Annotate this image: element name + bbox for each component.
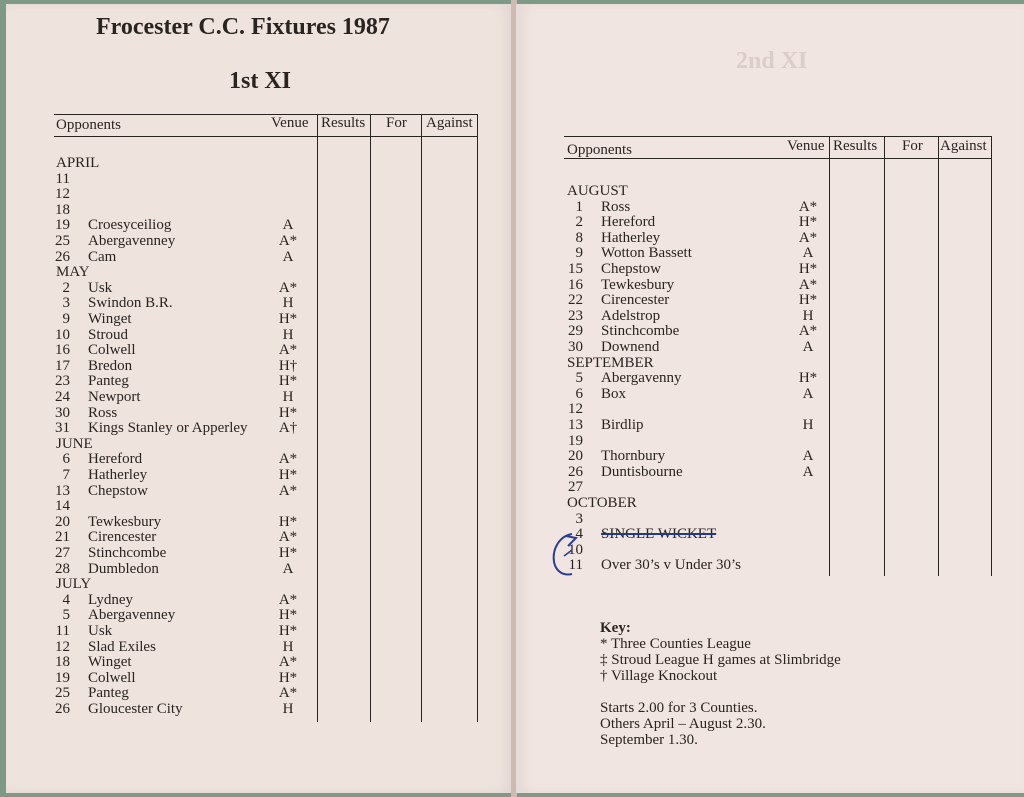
fixture-row: [6, 217, 476, 233]
fixture-opponent: Box: [601, 385, 627, 402]
fixture-row: [516, 370, 986, 386]
fixture-venue: H*: [278, 311, 298, 327]
fixture-opponent: Hatherley: [601, 229, 661, 246]
fixture-venue: H*: [798, 214, 818, 231]
month-heading: [6, 576, 476, 592]
fixture-row: [516, 526, 986, 542]
month-heading: [6, 436, 476, 452]
fixture-row: [6, 545, 476, 561]
fixture-venue: H: [282, 389, 294, 405]
fixture-row: [6, 498, 476, 514]
left-page: [6, 4, 514, 793]
fixture-venue: H*: [278, 607, 298, 624]
fixture-date: 14: [55, 498, 70, 515]
fixture-venue: A*: [798, 198, 818, 215]
fixture-row: [516, 199, 986, 215]
fixture-date: 19: [55, 217, 70, 234]
fixture-date: 8: [575, 229, 583, 246]
month-heading: [516, 183, 986, 199]
month-heading: [516, 355, 986, 371]
fixture-row: [6, 249, 476, 265]
month-label: AUGUST: [567, 183, 628, 199]
fixture-venue: A†: [278, 420, 298, 437]
fixture-row: [6, 311, 476, 327]
fixture-date: 13: [55, 482, 70, 499]
fixture-venue: A*: [278, 342, 298, 359]
fixture-row: [6, 514, 476, 530]
fixture-row: [6, 186, 476, 202]
fixture-venue: H*: [798, 370, 818, 387]
fixture-row: [516, 401, 986, 417]
note-line: Others April – August 2.30.: [600, 716, 766, 732]
month-label: JULY: [56, 576, 92, 593]
fixture-venue: A*: [798, 323, 818, 340]
fixture-venue: H: [282, 701, 294, 717]
fixture-row: [6, 561, 476, 577]
fixture-opponent: Newport: [88, 389, 141, 405]
fixture-row: [6, 623, 476, 639]
month-heading: [6, 155, 476, 171]
fixture-row: [516, 261, 986, 277]
fixture-row: [6, 358, 476, 374]
opponents-header: Opponents: [56, 117, 121, 133]
fixture-venue: H: [802, 307, 814, 324]
fixture-opponent: Stinchcombe: [601, 323, 680, 340]
fixture-row: [516, 464, 986, 480]
fixture-opponent: Dumbledon: [88, 560, 159, 577]
fixture-row: [6, 327, 476, 343]
fixture-row: [6, 280, 476, 296]
fixture-row: [6, 670, 476, 686]
fixture-row: [6, 405, 476, 421]
fixture-venue: H*: [798, 292, 818, 309]
fixture-venue: A*: [278, 591, 298, 608]
fixture-row: [516, 230, 986, 246]
fixture-row: [516, 339, 986, 355]
fixture-row: [6, 592, 476, 608]
fixture-opponent: Colwell: [88, 342, 136, 359]
fixture-row: [516, 214, 986, 230]
fixture-venue: A: [282, 248, 294, 265]
fixture-row: [6, 654, 476, 670]
fixture-opponent: Abergavenney: [88, 233, 176, 249]
fixture-date: 3: [575, 510, 583, 527]
fixture-venue: H: [282, 326, 294, 343]
month-heading: [6, 264, 476, 280]
start-times-notes: [600, 700, 766, 748]
fixture-date: 26: [55, 701, 70, 717]
fixture-venue: A*: [798, 229, 818, 246]
results-header: Results: [833, 138, 878, 154]
fixture-row: [6, 389, 476, 405]
fixture-row: [6, 529, 476, 545]
fixture-opponent: Ross: [601, 198, 631, 215]
against-column-divider: [991, 136, 992, 576]
fixture-date: 7: [62, 467, 70, 483]
fixture-row: [516, 277, 986, 293]
fixture-opponent: Thornbury: [601, 448, 666, 465]
fixture-row: [6, 483, 476, 499]
fixture-opponent: Slad Exiles: [88, 638, 156, 655]
fixture-opponent: Hereford: [88, 451, 143, 468]
fixture-venue: H: [802, 417, 814, 433]
fixture-opponent: Duntisbourne: [601, 463, 683, 480]
fixture-date: 11: [55, 170, 70, 187]
fixture-opponent: Adelstrop: [601, 307, 661, 324]
fixture-opponent: Over 30’s v Under 30’s: [601, 557, 741, 574]
fixture-opponent: Kings Stanley or Apperley: [88, 420, 248, 437]
key-legend: [600, 620, 841, 684]
fixture-venue: H*: [798, 261, 818, 277]
against-column-divider: [477, 114, 478, 722]
month-label: MAY: [56, 264, 90, 281]
fixture-date: 25: [55, 685, 70, 702]
fixture-row: [6, 233, 476, 249]
fixture-row: [516, 511, 986, 527]
month-heading: [516, 495, 986, 511]
fixture-date: 18: [55, 654, 70, 671]
fixture-opponent: Winget: [88, 311, 132, 327]
fixture-date: 4: [62, 591, 70, 608]
fixture-opponent: Abergavenny: [601, 370, 682, 387]
key-item: † Village Knockout: [600, 668, 718, 684]
key-item: ‡ Stroud League H games at Slimbridge: [600, 652, 841, 668]
fixture-opponent: Colwell: [88, 669, 136, 686]
fixture-date: 18: [55, 201, 70, 218]
fixture-venue: H: [282, 638, 294, 655]
fixture-date: 26: [568, 463, 583, 480]
fixture-row: [516, 479, 986, 495]
fixture-venue: A: [802, 385, 814, 402]
fixture-opponent: Panteg: [88, 685, 129, 702]
fixture-venue: A*: [278, 233, 298, 249]
fixture-row: [6, 295, 476, 311]
month-label: JUNE: [56, 435, 93, 452]
fixture-venue: A*: [278, 654, 298, 671]
fixture-date: 16: [55, 342, 70, 359]
fixture-opponent: Croesyceiliog: [88, 217, 172, 234]
fixture-date: 30: [568, 339, 583, 355]
against-header: Against: [940, 138, 987, 154]
fixture-opponent: Tewkesbury: [601, 276, 675, 293]
fixture-date: 21: [55, 529, 70, 546]
fixture-date: 9: [575, 245, 583, 262]
fixture-opponent: Usk: [88, 279, 113, 296]
fixture-opponent: Stroud: [88, 326, 129, 343]
fixture-row: [516, 448, 986, 464]
fixture-date: 31: [55, 420, 70, 437]
fixture-venue: A: [802, 463, 814, 480]
fixture-opponent: Hereford: [601, 214, 656, 231]
fixture-row: [6, 685, 476, 701]
fixture-date: 1: [575, 198, 583, 215]
venue-header: Venue: [787, 138, 825, 154]
fixture-date: 2: [62, 279, 70, 296]
fixture-date: 23: [568, 307, 583, 324]
fixture-date: 25: [55, 233, 70, 249]
fixture-opponent: Usk: [88, 623, 113, 639]
right-page: [516, 4, 1024, 793]
fixture-date: 15: [568, 261, 583, 277]
fixture-row: [6, 202, 476, 218]
fixture-opponent: Cam: [88, 248, 117, 265]
fixture-opponent: Hatherley: [88, 467, 148, 483]
fixture-date: 28: [55, 560, 70, 577]
fixture-opponent: Chepstow: [88, 482, 148, 499]
fixture-venue: A: [802, 448, 814, 465]
fixture-row: [6, 342, 476, 358]
fixture-opponent: Panteg: [88, 373, 129, 390]
fixture-date: 20: [568, 448, 583, 465]
fixture-row: [516, 245, 986, 261]
fixture-opponent: Abergavenney: [88, 607, 176, 624]
for-header: For: [902, 138, 923, 154]
fixture-date: 30: [55, 404, 70, 421]
month-label: SEPTEMBER: [567, 354, 654, 371]
fixture-date: 6: [575, 385, 583, 402]
header-top-rule: [54, 114, 478, 115]
fixture-opponent: Bredon: [88, 357, 133, 374]
fixture-venue: H*: [278, 545, 298, 561]
fixture-date: 19: [568, 432, 583, 449]
fixture-date: 23: [55, 373, 70, 390]
fixture-date: 27: [568, 479, 583, 496]
fixture-opponent: Lydney: [88, 591, 133, 608]
fixture-opponent: SINGLE WICKET: [601, 526, 717, 543]
fixture-date: 17: [55, 357, 70, 374]
fixture-date: 27: [55, 545, 70, 561]
fixture-date: 4: [575, 526, 583, 543]
fixture-venue: H*: [278, 467, 298, 483]
fixture-venue: H*: [278, 623, 298, 639]
fixture-venue: H*: [278, 513, 298, 530]
fixture-opponent: Cirencester: [88, 529, 157, 546]
fixture-date: 3: [62, 295, 70, 312]
fixture-date: 20: [55, 513, 70, 530]
fixture-row: [516, 308, 986, 324]
fixture-date: 9: [62, 311, 70, 327]
fixture-row: [516, 292, 986, 308]
fixture-row: [6, 420, 476, 436]
fixture-opponent: Stinchcombe: [88, 545, 167, 561]
fixture-opponent: Cirencester: [601, 292, 670, 309]
fixture-date: 5: [575, 370, 583, 387]
team-subtitle: 1st XI: [229, 68, 292, 94]
key-item: * Three Counties League: [600, 636, 751, 652]
fixture-venue: A*: [278, 482, 298, 499]
fixture-date: 5: [62, 607, 70, 624]
for-header: For: [386, 115, 407, 131]
fixture-venue: A: [802, 245, 814, 262]
fixture-date: 16: [568, 276, 583, 293]
fixture-date: 11: [55, 623, 70, 639]
fixture-venue: H†: [278, 357, 298, 374]
note-line: Starts 2.00 for 3 Counties.: [600, 700, 758, 716]
fixture-date: 6: [62, 451, 70, 468]
fixture-opponent: Winget: [88, 654, 132, 671]
fixture-venue: A: [282, 217, 294, 234]
fixture-date: 24: [55, 389, 70, 405]
fixture-opponent: Gloucester City: [88, 701, 183, 717]
fixture-venue: A*: [278, 685, 298, 702]
fixture-opponent: Ross: [88, 404, 118, 421]
fixture-date: 19: [55, 669, 70, 686]
fixture-venue: A*: [278, 451, 298, 468]
fixture-date: 13: [568, 417, 583, 433]
fixture-date: 10: [568, 541, 583, 558]
fixture-venue: H: [282, 295, 294, 312]
fixture-row: [6, 451, 476, 467]
page-title: Frocester C.C. Fixtures 1987: [96, 14, 390, 40]
fixture-opponent: Downend: [601, 339, 660, 355]
fixture-row: [6, 373, 476, 389]
fixture-date: 26: [55, 248, 70, 265]
fixture-row: [516, 323, 986, 339]
fixture-opponent: Tewkesbury: [88, 513, 162, 530]
fixture-venue: A*: [798, 276, 818, 293]
fixture-row: [6, 607, 476, 623]
fixture-venue: A*: [278, 529, 298, 546]
fixture-venue: A: [282, 560, 294, 577]
header-top-rule: [564, 136, 992, 137]
fixture-venue: H*: [278, 669, 298, 686]
header-bottom-rule: [54, 136, 478, 137]
month-label: OCTOBER: [567, 495, 637, 511]
fixture-date: 29: [568, 323, 583, 340]
key-title: Key:: [600, 620, 631, 636]
fixture-date: 2: [575, 214, 583, 231]
fixture-date: 10: [55, 326, 70, 343]
fixture-row: [516, 433, 986, 449]
fixture-row: [6, 171, 476, 187]
fixture-opponent: Birdlip: [601, 417, 644, 433]
fixture-date: 12: [568, 401, 583, 418]
fixture-venue: A: [802, 339, 814, 355]
note-line: September 1.30.: [600, 732, 698, 748]
fixture-row: [6, 467, 476, 483]
pen-annotation-icon: [542, 524, 582, 588]
fixture-date: 12: [55, 638, 70, 655]
fixture-date: 12: [55, 186, 70, 203]
fixture-row: [516, 542, 986, 558]
fixture-venue: A*: [278, 279, 298, 296]
fixture-date: 22: [568, 292, 583, 309]
fixture-venue: H*: [278, 373, 298, 390]
show-through-title: 2nd XI: [736, 48, 808, 74]
fixture-row: [516, 386, 986, 402]
fixture-row: [6, 639, 476, 655]
venue-header: Venue: [271, 115, 309, 131]
fixture-date: 11: [568, 557, 583, 574]
opponents-header: Opponents: [567, 142, 632, 158]
fixture-row: [516, 417, 986, 433]
fixture-opponent: Chepstow: [601, 261, 661, 277]
against-header: Against: [426, 115, 473, 131]
fixture-row: [6, 701, 476, 717]
fixture-venue: H*: [278, 404, 298, 421]
fixture-row: [516, 557, 986, 573]
fixture-opponent: Swindon B.R.: [88, 295, 173, 312]
fixture-opponent: Wotton Bassett: [601, 245, 692, 262]
month-label: APRIL: [56, 155, 100, 171]
results-header: Results: [321, 115, 366, 131]
